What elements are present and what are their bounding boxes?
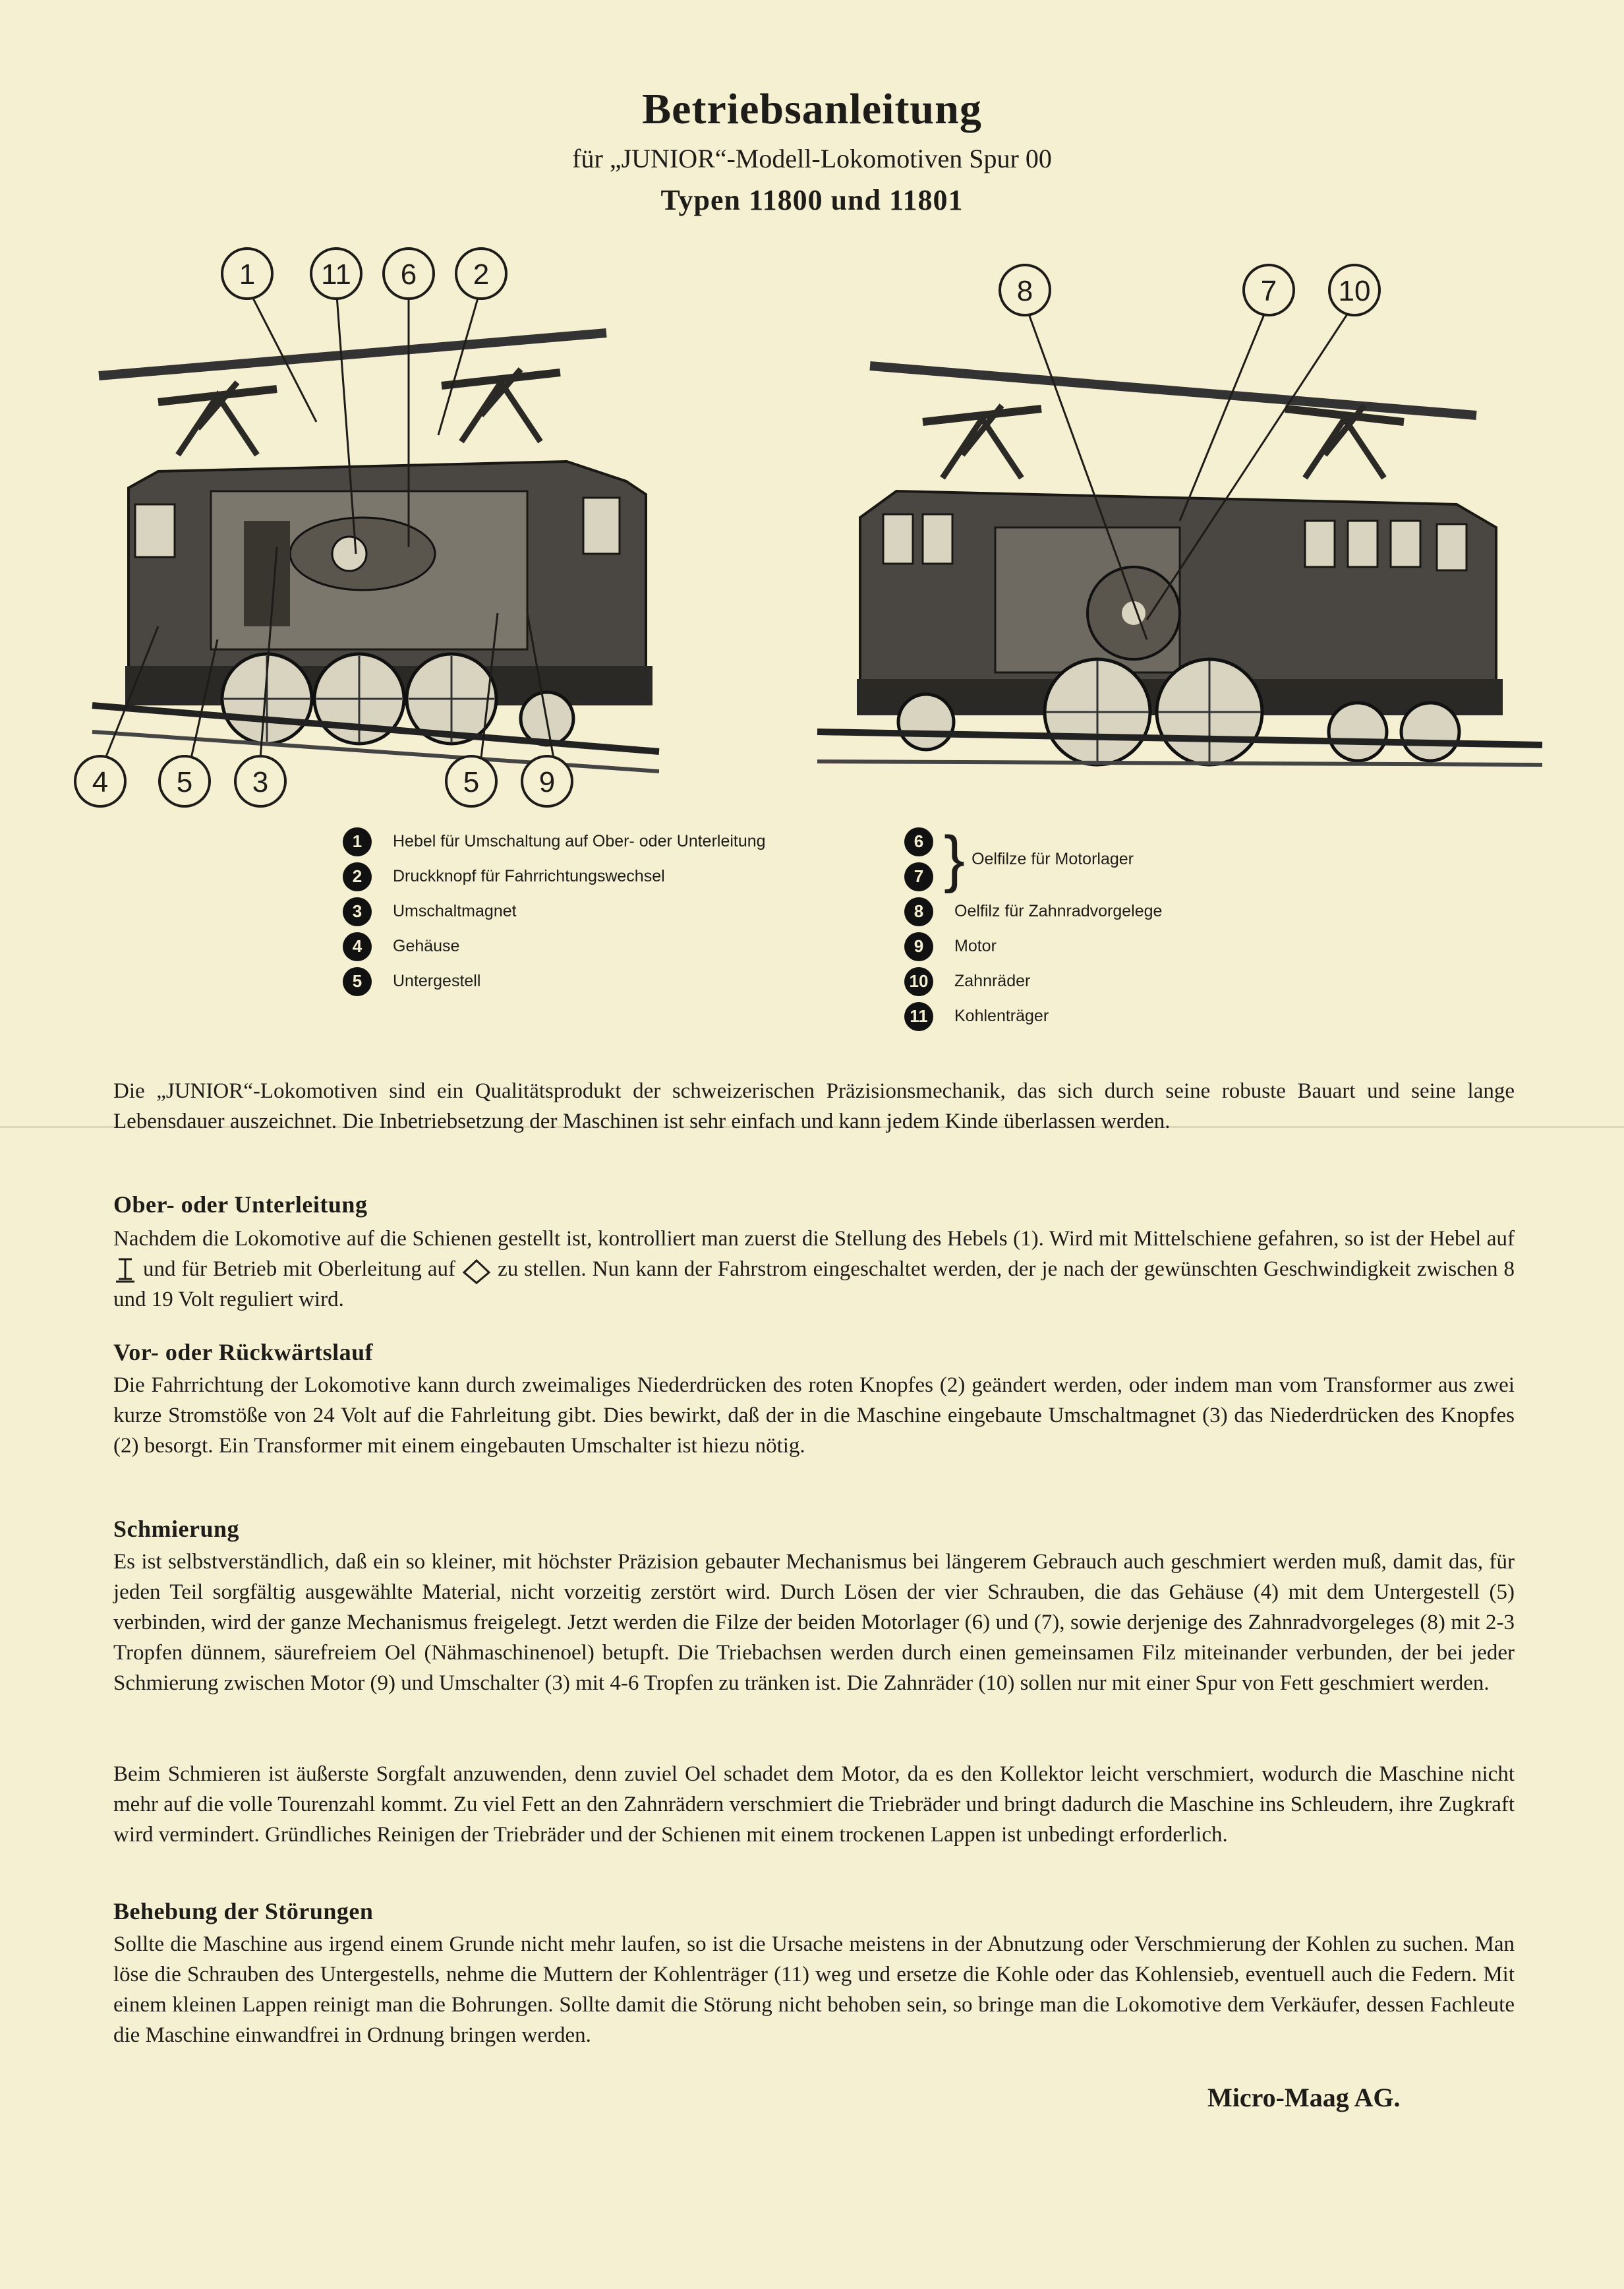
callout-5b: 5 (463, 766, 480, 798)
legend-label: Druckknopf für Fahrrichtungswechsel (393, 867, 665, 885)
legend-item (904, 894, 1162, 929)
callout-10: 10 (1338, 275, 1371, 307)
legend-item (904, 964, 1162, 999)
intro-paragraph: Die „JUNIOR“-Lokomotiven sind ein Qualitätsprodukt der schweizerischen Präzisionsmechanik, das sich durch seine robuste Bauart und seine lange Lebensdauer auszeichnet. Die Inbetriebsetzung der Maschinen ist sehr einfach und kann jedem Kinde überlassen werden. (113, 1079, 1515, 1133)
legend-label: Kohlenträger (954, 1007, 1049, 1025)
legend-label: Umschaltmagnet (393, 902, 517, 920)
legend-badge: 4 (343, 932, 372, 961)
section-text-vor: Die Fahrrichtung der Lokomotive kann durch zweimaliges Niederdrücken des roten Knopfes (2) geändert werden, oder indem man vom Transformer aus zwei kurze Stromstöße von 24 Volt auf die Fahrleitung gibt. Dies bewirkt, daß der in die Maschine eingebaute Umschaltmagnet (3) das Niederdrücken des Knopfes (2) besorgt. Ein Transformer mit einem eingebauten Umschalter ist hiezu nötig. (113, 1373, 1515, 1458)
callout-1: 1 (239, 258, 256, 291)
model-types: Typen 11800 und 11801 (660, 183, 964, 216)
legend-badge: 10 (904, 967, 933, 996)
lever-up-icon (461, 1257, 492, 1284)
legend-badge: 7 (904, 862, 933, 891)
legend-item (904, 999, 1162, 1034)
section-heading-ober: Ober- oder Unterleitung (113, 1191, 368, 1218)
legend-badge: 3 (343, 897, 372, 926)
ober-text-b: und für Betrieb mit Oberleitung auf (143, 1257, 456, 1281)
legend-badge: 9 (904, 932, 933, 961)
legend-label: Untergestell (393, 972, 481, 990)
legend-badge: 5 (343, 967, 372, 996)
page-title: Betriebsanleitung (642, 85, 982, 133)
legend-badge: 8 (904, 897, 933, 926)
legend-label: Gehäuse (393, 937, 460, 955)
section-heading-stoerung: Behebung der Störungen (113, 1898, 374, 1924)
legend-right (904, 824, 1162, 1034)
legend-badge: 6 (904, 827, 933, 856)
company-signature: Micro-Maag AG. (1207, 2083, 1401, 2112)
locomotive-drawing (66, 244, 1582, 824)
section-text-schmierung-2: Beim Schmieren ist äußerste Sorgfalt anzuwenden, denn zuviel Oel schadet dem Motor, da es den Kollektor leicht verschmiert, wodurch die Maschine nicht mehr auf die volle Tourenzahl kommt. Zu viel Fett an den Zahnrädern verschmiert die Triebräder und bringt dadurch die Maschine ins Schleudern, ihre Zugkraft wird vermindert. Gründliches Reinigen der Triebräder und der Schienen mit einem trockenen Lappen ist unbedingt erforderlich. (113, 1762, 1515, 1847)
legend-item (343, 824, 766, 859)
section-heading-vor: Vor- oder Rückwärtslauf (113, 1339, 374, 1365)
legend-item (343, 929, 766, 964)
section-text-schmierung-1: Es ist selbstverständlich, daß ein so kleiner, mit höchster Präzision gebauter Mechanismus bei längerem Gebrauch auch geschmiert werden muß, damit das, für jeden Teil sorgfältig ausgewählte Material, nicht vorzeitig zerstört wird. Durch Lösen der vier Schrauben, die das Gehäuse (4) mit dem Untergestell (5) verbinden, wird der ganze Mechanismus freigelegt. Jetzt werden die Filze der beiden Motorlager (6) und (7), sowie derjenige des Zahnradvorgeleges (8) mit 2-3 Tropfen dünnem, säurefreiem Oel (Nähmaschinenoel) betupft. Die Triebachsen werden durch einen gemeinsamen Filz miteinander verbunden, der bei jeder Schmierung zwischen Motor (9) und Umschalter (3) mit 4-6 Tropfen zu tränken ist. Die Zahnräder (10) sollen nur mit einer Spur von Fett geschmiert werden. (113, 1550, 1515, 1695)
header (0, 86, 1624, 217)
lever-down-icon (113, 1257, 137, 1284)
legend-label: Oelfilz für Zahnradvorgelege (954, 902, 1163, 920)
callout-3: 3 (252, 766, 269, 798)
legend-badge: 11 (904, 1002, 933, 1031)
ober-text-c: zu stellen. Nun kann der Fahrstrom eingeschaltet werden, der je nach der gewünschten Geschwindigkeit zwischen 8 und 19 Volt reguliert wird. (113, 1257, 1515, 1312)
callout-2: 2 (473, 258, 490, 291)
legend-left (343, 824, 766, 999)
left-locomotive (92, 333, 659, 771)
section-text-stoerung: Sollte die Maschine aus irgend einem Grunde nicht mehr laufen, so ist die Ursache meistens in der Abnutzung oder Verschmierung der Kohlen zu suchen. Man löse die Schrauben des Untergestells, nehme die Muttern der Kohlenträger (11) weg und ersetze die Kohle oder das Kohlensieb, eventuell auch die Federn. Mit einem kleinen Lappen reinigt man die Bohrungen. Sollte damit die Störung nicht behoben sein, so bringe man die Lokomotive dem Verkäufer, dessen Fachleute die Maschine einwandfrei in Ordnung bringen werden. (113, 1932, 1515, 2047)
legend-label: Oelfilze für Motorlager (972, 849, 1134, 868)
legend-item (343, 859, 766, 894)
callout-4: 4 (92, 766, 109, 798)
section-heading-schmierung: Schmierung (113, 1516, 240, 1542)
legend-item (343, 894, 766, 929)
callout-6: 6 (400, 258, 417, 291)
callout-9: 9 (538, 766, 556, 798)
legend-badge: 1 (343, 827, 372, 856)
legend-group (904, 824, 1162, 894)
legend-label: Motor (954, 937, 997, 955)
callout-8: 8 (1016, 275, 1033, 307)
locomotive-illustration (66, 244, 1582, 824)
brace-symbol: } (944, 823, 966, 894)
legend-item (343, 964, 766, 999)
legend-label: Hebel für Umschaltung auf Ober- oder Unterleitung (393, 832, 766, 850)
callout-7: 7 (1260, 275, 1277, 307)
callout-11: 11 (321, 258, 351, 291)
callout-5a: 5 (176, 766, 193, 798)
legend-item (904, 929, 1162, 964)
right-locomotive (817, 366, 1542, 765)
section-text-ober (113, 1224, 1515, 1315)
page-subtitle: für „JUNIOR“-Modell-Lokomotiven Spur 00 (572, 143, 1052, 173)
ober-text-a: Nachdem die Lokomotive auf die Schienen gestellt ist, kontrolliert man zuerst die Stellung des Hebels (1). Wird mit Mittelschiene gefahren, so ist der Hebel auf (113, 1227, 1515, 1251)
legend-label: Zahnräder (954, 972, 1031, 990)
legend-badge: 2 (343, 862, 372, 891)
